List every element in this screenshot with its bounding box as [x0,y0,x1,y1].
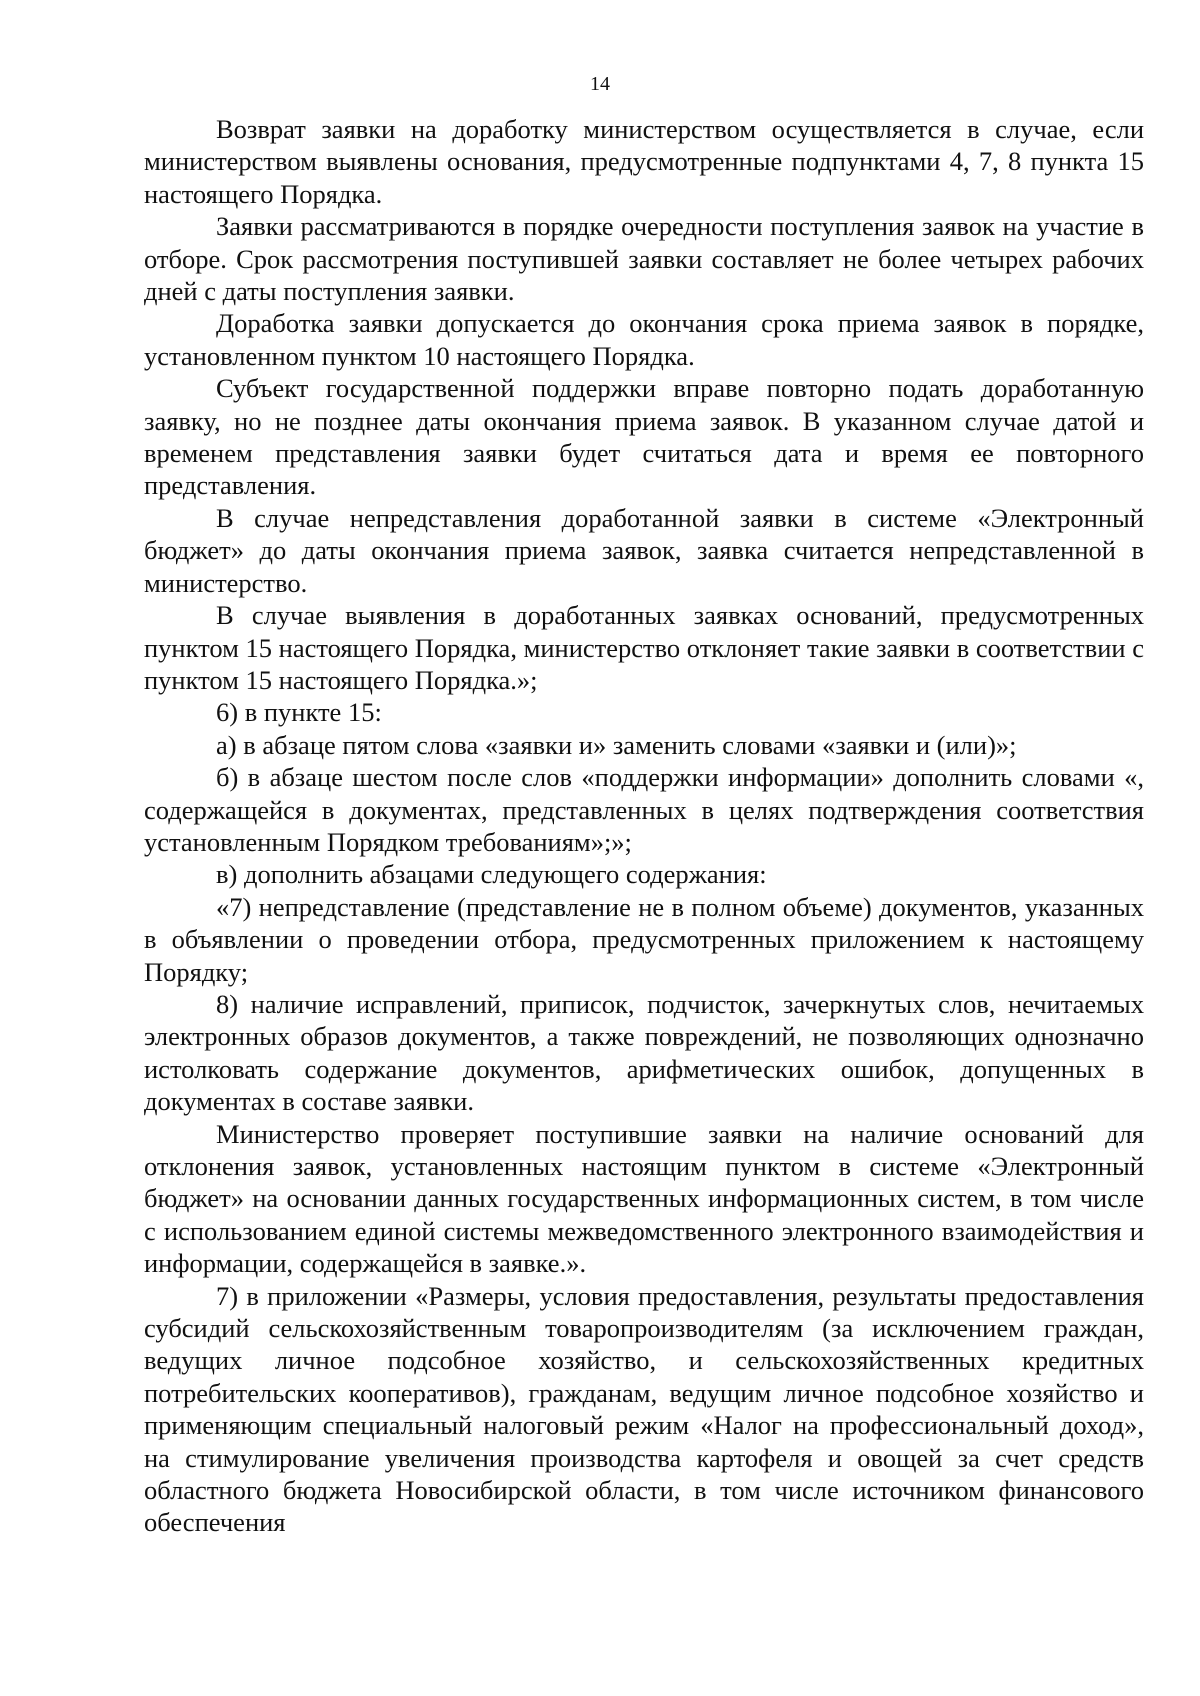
paragraph-subitem-8: 8) наличие исправлений, приписок, подчисток, зачеркнутых слов, нечитаемых электронных образов документов, а также повреждений, не позволяющих однозначно истолковать содержание документов, арифметических ошибок, допущенных в документах в составе заявки. [144,988,1144,1117]
paragraph-revision-deadline: Доработка заявки допускается до окончания срока приема заявок в порядке, установленном пунктом 10 настоящего Порядка. [144,308,1144,371]
paragraph-item-6v: в) дополнить абзацами следующего содержания: [216,859,767,890]
page-number: 14 [590,73,610,95]
paragraph-review-order: Заявки рассматриваются в порядке очередности поступления заявок на участие в отборе. Срок рассмотрения поступившей заявки составляет не более четырех рабочих дней с даты поступления заявки. [144,211,1144,307]
paragraph-non-submission: В случае непредставления доработанной заявки в системе «Электронный бюджет» до даты окончания приема заявок, заявка считается непредставленной в министерство. [144,502,1144,598]
paragraph-return-for-revision: Возврат заявки на доработку министерством осуществляется в случае, если министерством выявлены основания, предусмотренные подпунктами 4, 7, 8 пункта 15 настоящего Порядка. [144,114,1144,209]
paragraph-item-6: 6) в пункте 15: [216,697,382,728]
document-body [144,113,1144,1539]
paragraph-item-6a: а) в абзаце пятом слова «заявки и» заменить словами «заявки и (или)»; [216,729,1017,760]
paragraph-resubmission: Субъект государственной поддержки вправе повторно подать доработанную заявку, но не позднее даты окончания приема заявок. В указанном случае датой и временем представления заявки будет считаться дата и время ее повторного представления. [144,373,1144,501]
paragraph-subitem-7: «7) непредставление (представление не в полном объеме) документов, указанных в объявлении о проведении отбора, предусмотренных приложением к настоящему Порядку; [144,891,1144,987]
paragraph-rejection: В случае выявления в доработанных заявках оснований, предусмотренных пунктом 15 настоящего Порядка, министерство отклоняет такие заявки в соответствии с пунктом 15 настоящего Порядка.»; [144,600,1144,695]
paragraph-ministry-check: Министерство проверяет поступившие заявки на наличие оснований для отклонения заявок, установленных настоящим пунктом в системе «Электронный бюджет» на основании данных государственных информационных систем, в том числе с использованием единой системы межведомственного электронного взаимодействия и информации, содержащейся в заявке.». [144,1118,1144,1279]
paragraph-item-7: 7) в приложении «Размеры, условия предоставления, результаты предоставления субсидий сельскохозяйственным товаропроизводителям (за исключением граждан, ведущих личное подсобное хозяйство, и сельскохозяйственных кредитных потребительских кооперативов), гражданам, ведущим личное подсобное хозяйство и применяющим специальный налоговый режим «Налог на профессиональный доход», на стимулирование увеличения производства картофеля и овощей за счет средств областного бюджета Новосибирской области, в том числе источником финансового обеспечения [144,1280,1144,1538]
paragraph-item-6b: б) в абзаце шестом после слов «поддержки информации» дополнить словами «, содержащейся в документах, представленных в целях подтверждения соответствия установленным Порядком требованиям»;»; [144,762,1144,857]
